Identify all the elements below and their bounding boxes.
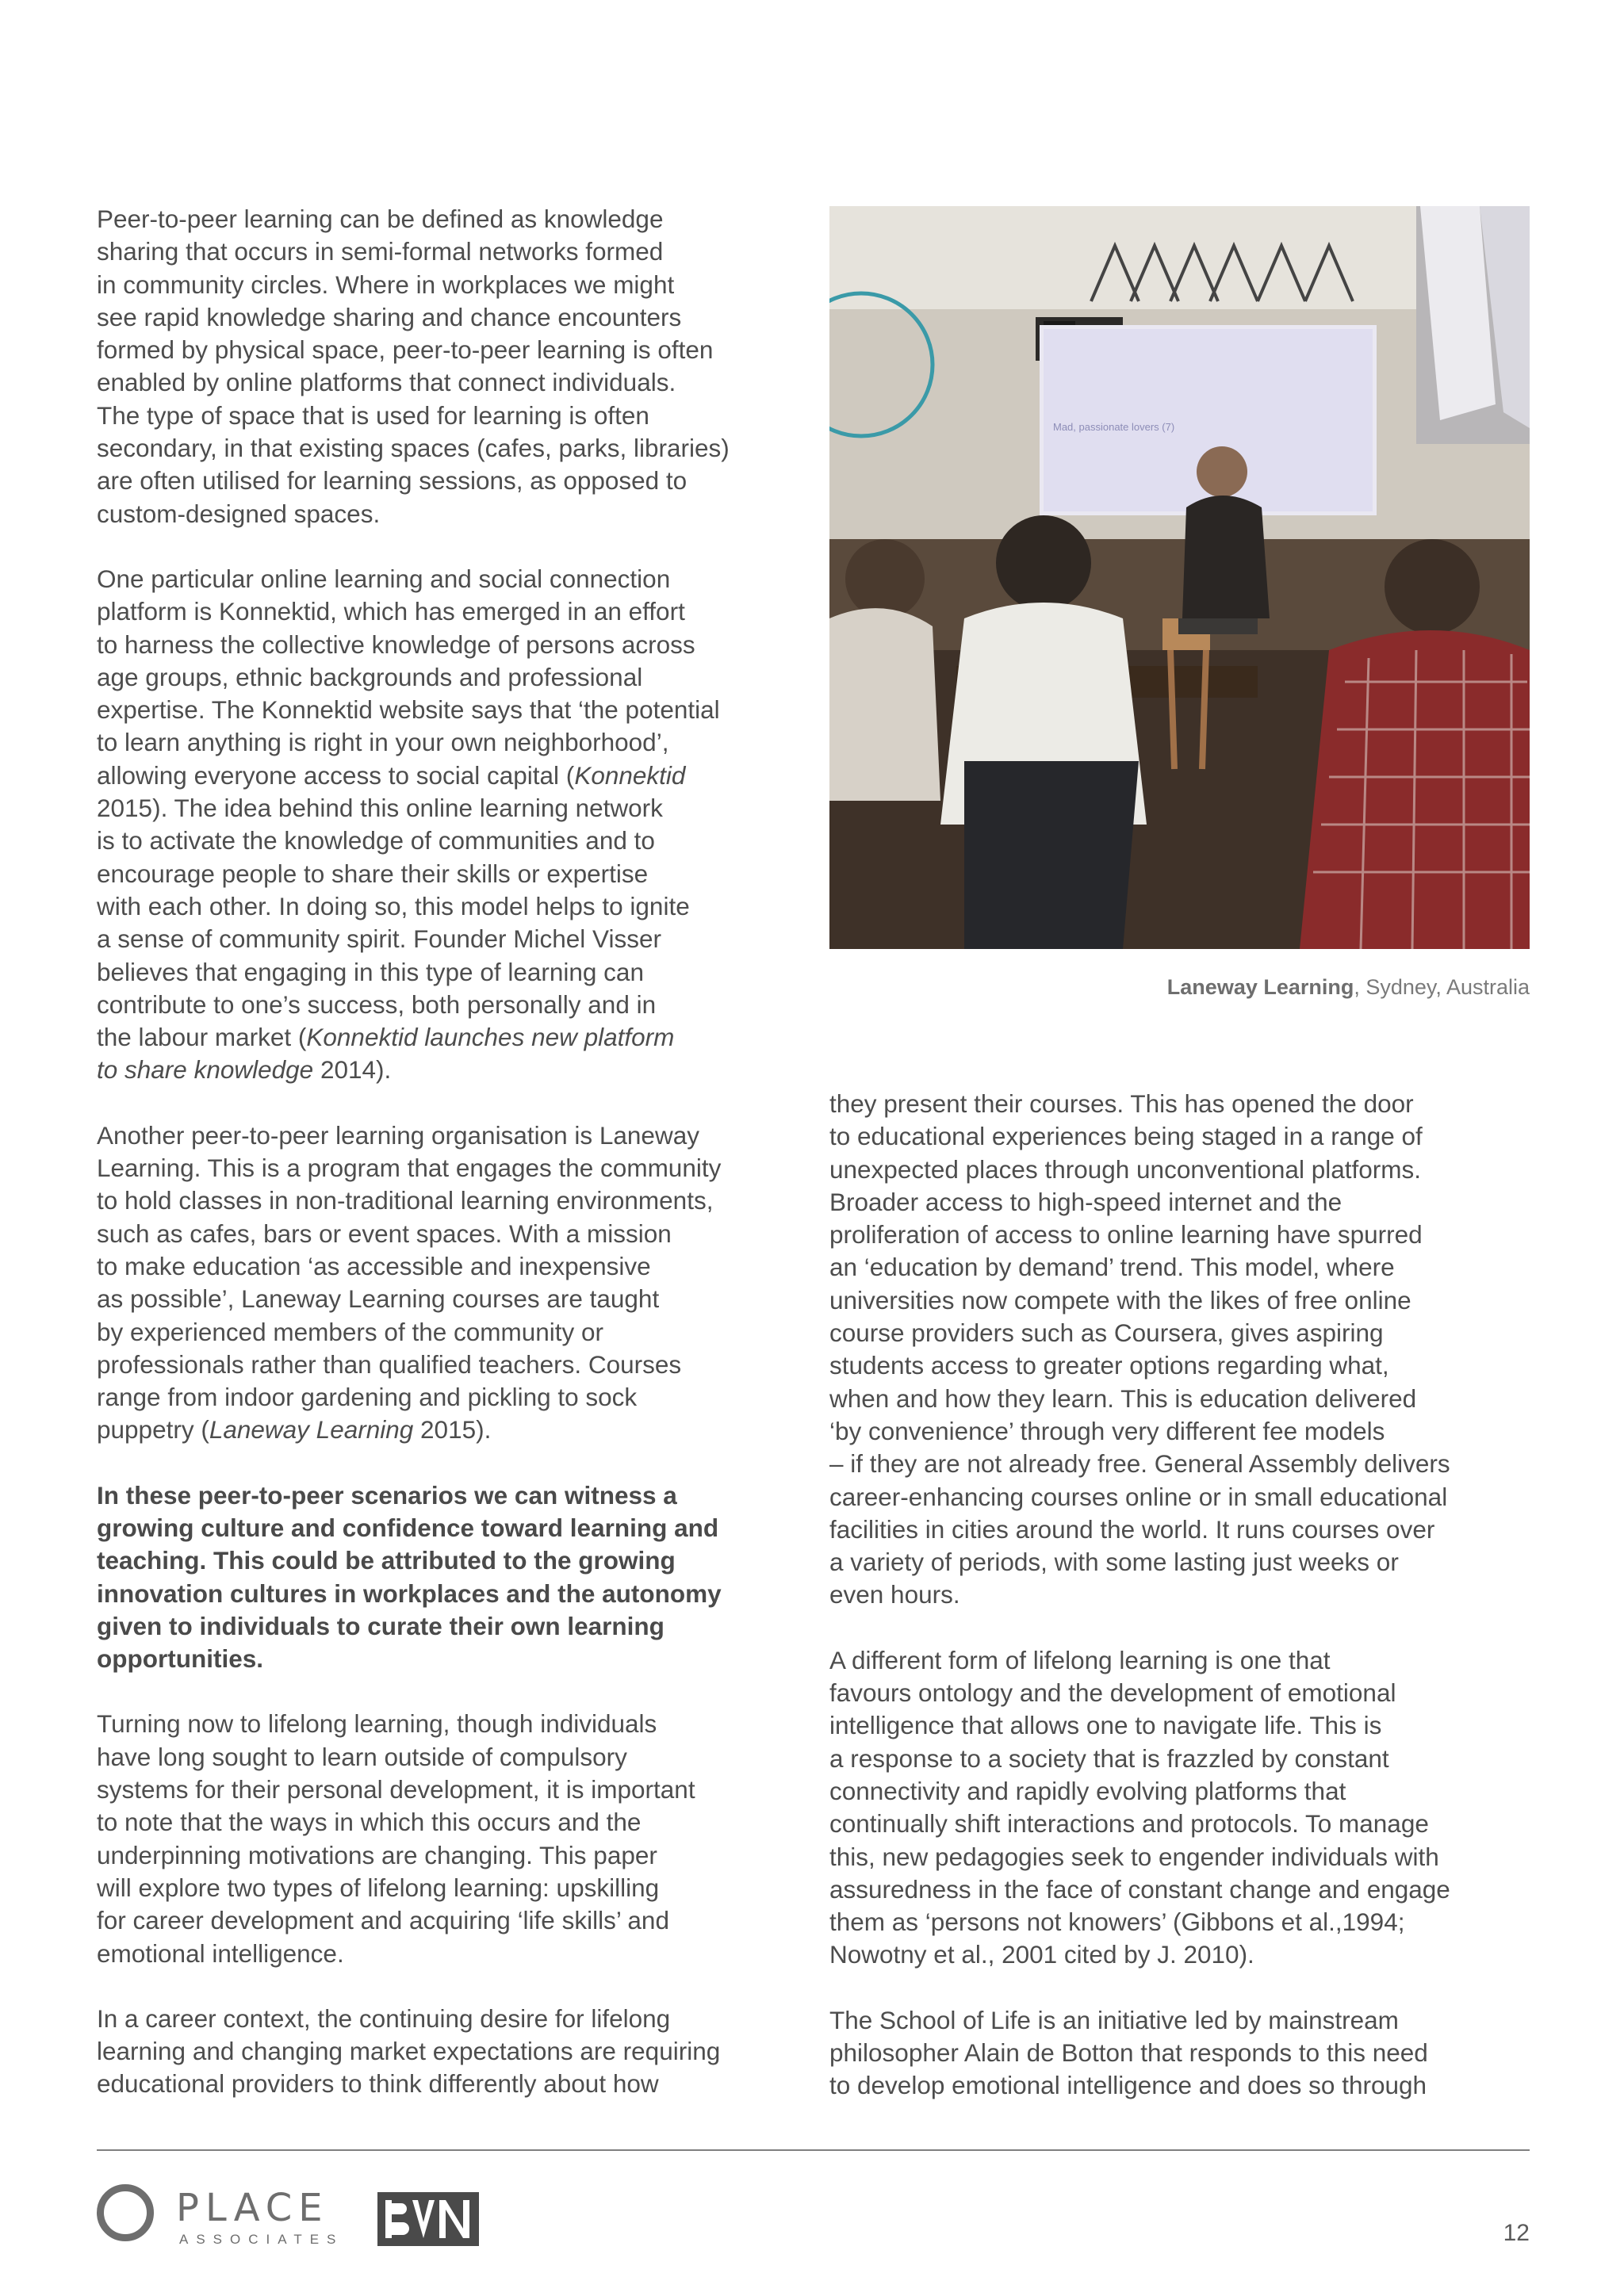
citation-italic: Konnektid (574, 760, 686, 790)
place-associates-logo (97, 2184, 344, 2256)
caption-bold: Laneway Learning (1166, 975, 1354, 999)
right-column (829, 1088, 1543, 2103)
citation-italic: Konnektid launches new platform to share knowledge (97, 1023, 675, 1085)
paragraph-course-presentation: they present their courses. This has opened the door to educational experiences being staged in a range of unexpected places through unconventional platforms. Broader access to high-speed internet and the proliferation of access to online learning have spurred an ‘education by demand’ trend. This model, where universities now compete with the likes of free online course providers such as Coursera, gives aspiring students access to greater options regarding what, when and how they learn. This is education delivered ‘by convenience’ through very different fee models – if they are not already free. General Assembly delivers career-enhancing courses online or in small educational facilities in cities around the world. It runs courses over a variety of periods, with some lasting just weeks or even hours. (829, 1089, 1450, 1609)
projected-slide-text: Mad, passionate lovers (7) (1053, 421, 1175, 433)
text-span: 2015). (413, 1415, 492, 1445)
place-ring-icon (97, 2184, 154, 2241)
laneway-learning-photo (829, 206, 1530, 949)
text-span: 2015). The idea behind this online learning network is to activate the knowledge of communities and to encourage people to share their skills or expertise with each other. In doing so, this model helps to ignite a sense of community spirit. Founder Michel Visser believes that engaging in this type of learning can contribute to one’s success, both personally and in the labour market ( (97, 794, 690, 1052)
paragraph-peer-learning-definition: Peer-to-peer learning can be defined as knowledge sharing that occurs in semi-formal networks formed in community circles. Where in workplaces we might see rapid knowledge sharing and chance encounters formed by physical space, peer-to-peer learning is often enabled by online platforms that connect individuals. The type of space that is used for learning is often secondary, in that existing spaces (cafes, parks, libraries) are often utilised for learning sessions, as opposed to custom-designed spaces. (97, 205, 730, 528)
place-logo-word: PLACE (176, 2186, 329, 2230)
text-span: Another peer-to-peer learning organisation is Laneway Learning. This is a program that engages the community to hold classes in non-traditional learning environments, such as cafes, bars or event spaces. With a mission to make education ‘as accessible and inexpensive as possible’, Laneway Learning courses are taught by experienced members of the community or professionals rather than qualified teachers. Courses range from indoor gardening and pickling to sock puppetry ( (97, 1120, 722, 1445)
place-logo-subtitle: ASSOCIATES (179, 2232, 344, 2247)
left-column (97, 203, 810, 2101)
paragraph-school-of-life: The School of Life is an initiative led by mainstream philosopher Alain de Botton that responds to this need to develop emotional intelligence and does so through (829, 2005, 1428, 2100)
page-number: 12 (1503, 2220, 1530, 2246)
paragraph-emotional-intelligence: A different form of lifelong learning is one that favours ontology and the development of emotional intelligence that allows one to navigate life. This is a response to a society that is frazzled by constant connectivity and rapidly evolving platforms that continually shift interactions and protocols. To manage this, new pedagogies seek to engender individuals with assuredness in the face of constant change and engage them as ‘persons not knowers’ (Gibbons et al.,1994; Nowotny et al., 2001 cited by J. 2010). (829, 1645, 1450, 1969)
bvn-logo (377, 2192, 479, 2246)
text-span: One particular online learning and social connection platform is Konnektid, which has emerged in an effort to harness the collective knowledge of persons across age groups, ethnic backgrounds and professional expertise. The Konnektid website says that ‘the potential to learn anything is right in your own neighborhood’, allowing everyone access to social capital ( (97, 564, 720, 790)
text-span: 2014). (313, 1055, 392, 1085)
caption-location: , Sydney, Australia (1354, 975, 1530, 999)
photo-caption (829, 975, 1530, 1000)
paragraph-lifelong-learning: Turning now to lifelong learning, though individuals have long sought to learn outside of compulsory systems for their personal development, it is important to note that the ways in which this occurs and the underpinning motivations are changing. This paper will explore two types of lifelong learning: upskilling for career development and acquiring ‘life skills’ and emotional intelligence. (97, 1709, 695, 1968)
paragraph-highlight: In these peer-to-peer scenarios we can witness a growing culture and confidence toward learning and teaching. This could be attributed to the growing innovation cultures in workplaces and the autonomy given to individuals to curate their own learning opportunities. (97, 1480, 722, 1674)
photo-illustration (829, 206, 1530, 949)
paragraph-laneway-learning (97, 1119, 810, 1447)
citation-italic: Laneway Learning (209, 1415, 414, 1445)
paragraph-career-context: In a career context, the continuing desire for lifelong learning and changing market expectations are requiring educational providers to think differently about how (97, 2003, 721, 2099)
paragraph-konnektid (97, 563, 810, 1087)
footer-rule (97, 2149, 1530, 2151)
